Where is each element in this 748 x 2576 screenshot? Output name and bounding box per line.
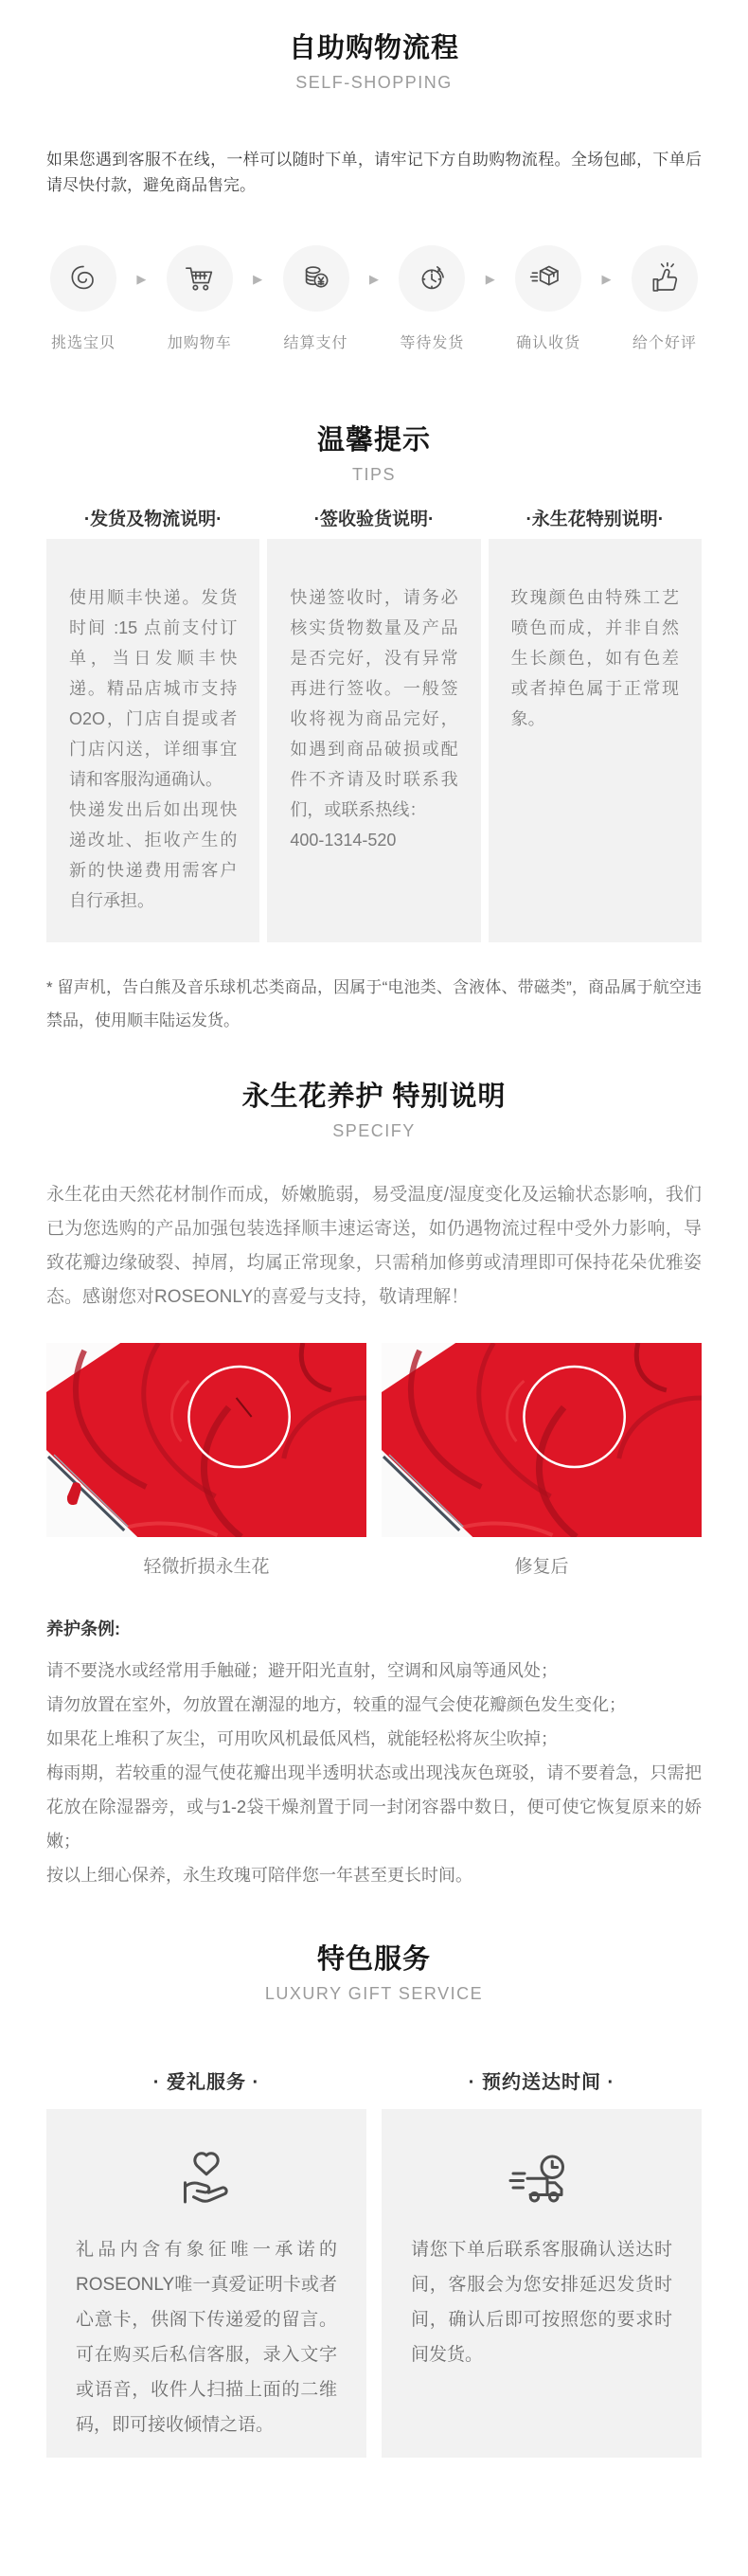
- service-columns: [46, 2071, 702, 2458]
- shopping-step-flow: [40, 245, 708, 352]
- service-column-scheduled-delivery: [382, 2071, 702, 2458]
- photo-damaged-rose: [46, 1343, 366, 1578]
- step-label: 确认收货: [516, 335, 581, 351]
- care-intro: 永生花由天然花材制作而成，娇嫩脆弱，易受温度/湿度变化及运输状态影响，我们已为您选购的产品加强包装选择顺丰速运寄送，如仍遇物流过程中受外力影响，导致花瓣边缘破裂、掉屑，均属正常现象，只需稍加修剪或清理即可保持花朵优雅姿态。感谢您对ROSEONLY的喜爱与支持，敬请理解！: [46, 1185, 702, 1307]
- shipping-footnote: * 留声机，告白熊及音乐球机芯类商品，因属于“电池类、含液体、带磁类”，商品属于航空违禁品，使用顺丰陆运发货。: [46, 978, 702, 1029]
- tips-title: 温馨提示: [316, 425, 431, 456]
- tips-text: 快递签收时，请务必核实货物数量及产品是否完好，没有异常再进行签收。一般签收将视为商品完好，如遇到商品破损或配件不齐请及时联系我们，或联系热线：: [290, 588, 458, 819]
- care-rule: 梅雨期，若较重的湿气使花瓣出现半透明状态或出现浅灰色斑驳，请不要着急，只需把花放在除湿器旁，或与1-2袋干燥剂置于同一封闭容器中数日，便可使它恢复原来的娇嫩；: [46, 1763, 702, 1851]
- photo-caption: 修复后: [514, 1557, 569, 1577]
- truck-clock-icon: [411, 2141, 672, 2211]
- service-title: 特色服务: [316, 1944, 431, 1975]
- section-self-shopping: [0, 32, 748, 352]
- care-subtitle: SPECIFY: [332, 1121, 416, 1140]
- tips-column-header: ·签收验货说明·: [313, 510, 435, 529]
- tips-box: [46, 539, 259, 942]
- step-label: 挑选宝贝: [50, 335, 116, 351]
- rose-icon: [50, 245, 116, 312]
- hotline-number: 400-1314-520: [290, 831, 397, 850]
- arrow-right-icon: ▶: [136, 272, 147, 286]
- service-text: 礼品内含有象征唯一承诺的ROSEONLY唯一真爱证明卡或者心意卡，供阁下传递爱的留言。可在购买后私信客服，录入文字或语音，收件人扫描上面的二维码，即可接收倾情之语。: [76, 2240, 337, 2435]
- step-add-to-cart: [156, 245, 243, 352]
- self-shopping-intro: 如果您遇到客服不在线，一样可以随时下单，请牢记下方自助购物流程。全场包邮，下单后请尽快付款，避免商品售完。: [46, 151, 702, 194]
- tips-box: [489, 539, 702, 942]
- repaired-rose-image: [382, 1343, 702, 1537]
- care-rule: 请不要浇水或经常用手触碰；避开阳光直射，空调和风扇等通风处；: [46, 1661, 558, 1680]
- step-checkout-pay: [273, 245, 360, 352]
- rose-photo: [46, 1343, 366, 1537]
- section-tips: [0, 352, 748, 1037]
- care-rules-list: [46, 1654, 702, 1892]
- service-box: [46, 2109, 366, 2458]
- arrow-right-icon: ▶: [601, 272, 612, 286]
- tips-text: 玫瑰颜色由特殊工艺喷色而成，并非自然生长颜色，如有色差或者掉色属于正常现象。: [510, 588, 679, 728]
- rose-photo: [382, 1343, 702, 1537]
- service-column-gift: [46, 2071, 366, 2458]
- tips-columns: [46, 509, 702, 942]
- step-confirm-receipt: [505, 245, 592, 352]
- tips-column-header: ·发货及物流说明·: [83, 510, 223, 529]
- arrow-right-icon: ▶: [485, 272, 495, 286]
- tips-column-header: ·永生花特别说明·: [525, 510, 665, 529]
- step-good-review: [621, 245, 708, 352]
- package-icon: [515, 245, 581, 312]
- tips-subtitle: TIPS: [351, 465, 396, 484]
- service-box: [382, 2109, 702, 2458]
- section-service: [0, 1892, 748, 2475]
- coins-icon: [283, 245, 349, 312]
- tips-column-inspection: [267, 509, 480, 942]
- tips-box: [267, 539, 480, 942]
- hand-heart-icon: [76, 2141, 337, 2211]
- damaged-rose-image: [46, 1343, 366, 1537]
- section-flower-care: [0, 1037, 748, 1892]
- care-rule: 如果花上堆积了灰尘，可用吹风机最低风档，就能轻松将灰尘吹掉；: [46, 1729, 558, 1748]
- tips-text: 使用顺丰快递。发货时间 :15 点前支付订单，当日发顺丰快递。精品店城市支持 O2O，门店自提或者门店闪送，详细事宜请和客服沟通确认。: [69, 588, 238, 789]
- care-rules-heading: 养护条例:: [46, 1619, 120, 1638]
- clock-icon: [399, 245, 465, 312]
- page-subtitle: SELF-SHOPPING: [295, 73, 453, 92]
- step-wait-shipment: [388, 245, 475, 352]
- tips-text: 快递发出后如出现快递改址、拒收产生的新的快递费用需客户自行承担。: [69, 800, 238, 910]
- care-title: 永生花养护 特别说明: [241, 1082, 507, 1112]
- step-label: 等待发货: [400, 335, 465, 351]
- step-label: 给个好评: [632, 335, 697, 351]
- step-pick-item: [40, 245, 127, 352]
- photo-repaired-rose: [382, 1343, 702, 1578]
- thumbs-up-icon: [632, 245, 698, 312]
- cart-icon: [167, 245, 233, 312]
- photo-caption: 轻微折损永生花: [143, 1557, 270, 1577]
- rose-photo-comparison: [46, 1343, 702, 1578]
- step-label: 加购物车: [167, 335, 232, 351]
- step-label: 结算支付: [283, 335, 348, 351]
- page-title: 自助购物流程: [288, 33, 459, 63]
- tips-column-shipping: [46, 509, 259, 942]
- care-rule: 按以上细心保养，永生玫瑰可陪伴您一年甚至更长时间。: [46, 1866, 472, 1885]
- arrow-right-icon: ▶: [368, 272, 379, 286]
- care-rule: 请勿放置在室外，勿放置在潮湿的地方，较重的湿气会使花瓣颜色发生变化；: [46, 1695, 626, 1714]
- service-column-header: · 预约送达时间 ·: [468, 2072, 615, 2093]
- service-text: 请您下单后联系客服确认送达时间，客服会为您安排延迟发货时间，确认后即可按照您的要求时间发货。: [411, 2240, 672, 2365]
- service-subtitle: LUXURY GIFT SERVICE: [264, 1984, 484, 2003]
- service-column-header: · 爱礼服务 ·: [152, 2072, 260, 2093]
- tips-column-preserved-flower: [489, 509, 702, 942]
- arrow-right-icon: ▶: [253, 272, 263, 286]
